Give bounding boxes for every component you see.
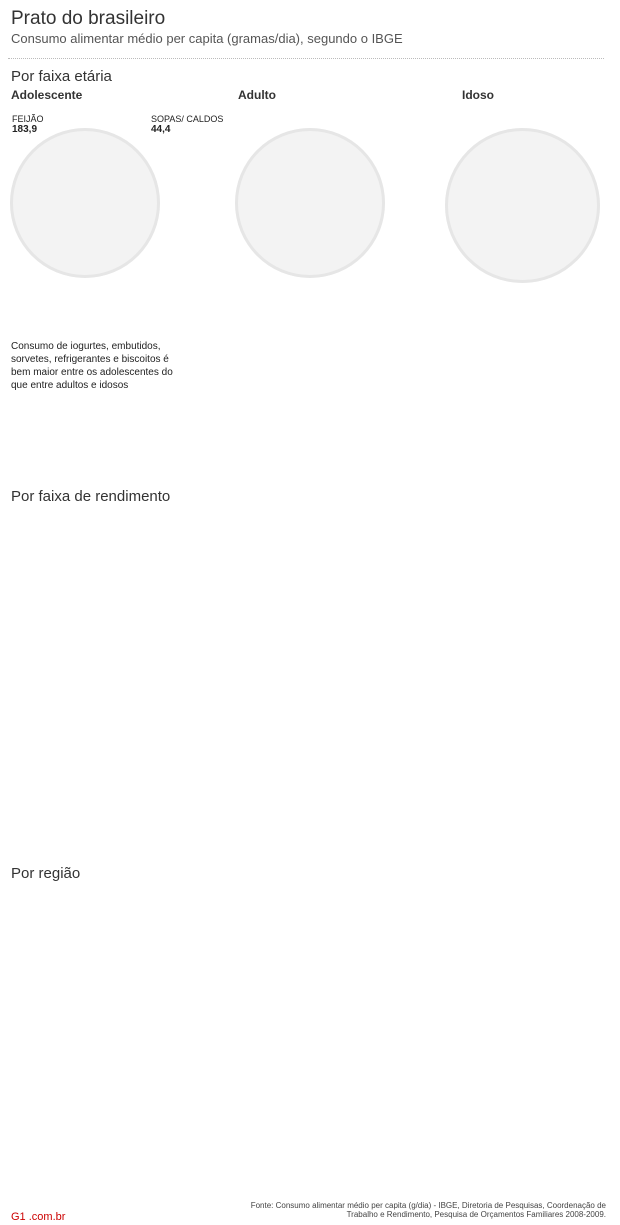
plate-illustration xyxy=(10,128,160,278)
divider xyxy=(8,58,604,59)
note: Consumo de iogurtes, embutidos, sorvetes, refrigerantes e biscoitos é bem maior entre os adolescentes do que entre adultos e idosos xyxy=(11,341,173,391)
plate-illustration xyxy=(445,128,600,283)
age-col-3: Idoso xyxy=(462,88,494,102)
section-age-title: Por faixa etária xyxy=(11,68,112,85)
section-region-title: Por região xyxy=(11,865,81,882)
food-label: FEIJÃO 183,9 xyxy=(12,114,44,135)
plate-illustration xyxy=(235,128,385,278)
age-col-2: Adulto xyxy=(238,88,276,102)
section-income-title: Por faixa de rendimento xyxy=(11,488,171,505)
g1-logo: G1 .com.br xyxy=(11,1211,66,1223)
page-title: Prato do brasileiro xyxy=(11,8,166,29)
source-note: Fonte: Consumo alimentar médio per capita (g/dia) - IBGE, Diretoria de Pesquisas, Coordenação de Trabalho e Rendimento, Pesquisa de Orçamentos Familiares 2008-2009. xyxy=(250,1201,606,1219)
page-subtitle: Consumo alimentar médio per capita (gramas/dia), segundo o IBGE xyxy=(11,31,403,46)
food-label: SOPAS/ CALDOS 44,4 xyxy=(151,114,224,135)
age-col-1: Adolescente xyxy=(11,88,83,102)
